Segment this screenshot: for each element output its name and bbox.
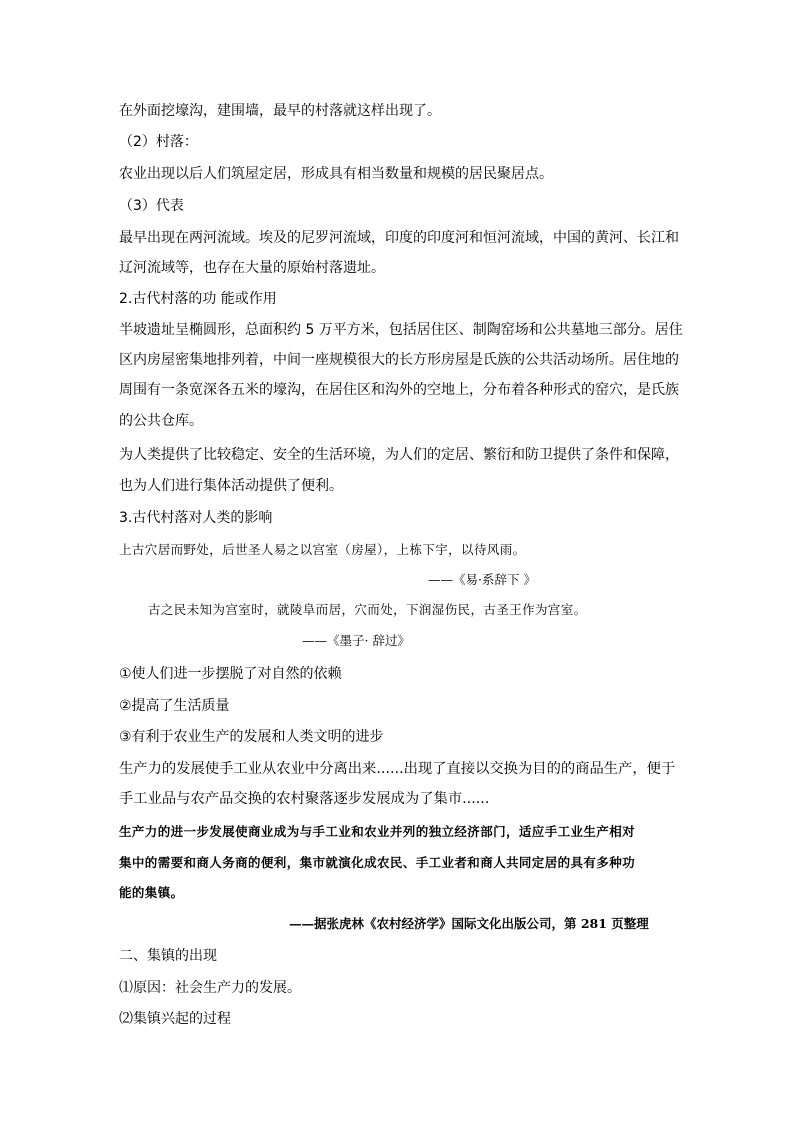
effect-item: ②提高了生活质量 [119, 698, 230, 714]
text-line: 手工业品与农产品交换的农村聚落逐步发展成为了集市...... [119, 791, 490, 807]
effect-item: ①使人们进一步摆脱了对自然的依赖 [119, 666, 342, 682]
text-line: 生产力的进一步发展使商业成为与手工业和农业并列的独立经济部门，适应手工业生产相对 [119, 824, 636, 839]
text-line: 集中的需要和商人务商的便利，集市就演化成农民、手工业者和商人共同定居的具有多种功 [119, 855, 636, 870]
text-line: 周围有一条宽深各五米的壕沟，在居住区和沟外的空地上，分布着各种形式的窑穴，是氏族 [119, 382, 679, 398]
section-heading: 二、集镇的出现 [119, 948, 217, 964]
text-line: 农业出现以后人们筑屋定居，形成具有相当数量和规模的居民聚居点。 [119, 166, 553, 182]
para-source: ——据张虎林《农村经济学》国际文化出版公司，第 281 页整理 [289, 916, 649, 931]
quote-yi-source: ——《易·系辞下 》 [428, 572, 536, 587]
effect-item: ③有利于农业生产的发展和人类文明的进步 [119, 729, 384, 745]
text-line: 的公共仓库。 [119, 413, 203, 429]
text-line: 最早出现在两河流域。埃及的尼罗河流域，印度的印度河和恒河流域，中国的黄河、长江和 [119, 230, 679, 246]
text-line: 生产力的发展使手工业从农业中分离出来......出现了直接以交换为目的的商品生产，便于 [119, 761, 676, 777]
text-line: 区内房屋密集地排列着，中间一座规模很大的长方形房屋是氏族的公共活动场所。居住地的 [119, 352, 679, 368]
text-line: 辽河流域等，也存在大量的原始村落遗址。 [119, 260, 385, 276]
text-line: 在外面挖壕沟，建围墙，最早的村落就这样出现了。 [119, 103, 441, 119]
subheading-representative: （3）代表 [119, 198, 184, 214]
text-line: 半坡遗址呈椭圆形，总面积约 5 万平方米，包括居住区、制陶窑场和公共墓地三部分。居住 [119, 322, 683, 338]
section-heading: 2.古代村落的功 能或作用 [119, 291, 277, 307]
text-line: ⑴原因：社会生产力的发展。 [119, 980, 301, 996]
quote-mozi: 古之民未知为宫室时，就陵阜而居，穴而处，下润湿伤民，古圣王作为宫室。 [148, 602, 587, 617]
text-line: ⑵集镇兴起的过程 [119, 1011, 231, 1027]
section-heading: 3.古代村落对人类的影响 [119, 510, 273, 526]
quote-yi: 上古穴居而野处，后世圣人易之以宫室（房屋），上栋下宇，以待风雨。 [119, 542, 526, 557]
text-line: 为人类提供了比较稳定、安全的生活环境，为人们的定居、繁衍和防卫提供了条件和保障， [119, 447, 679, 463]
text-line: 也为人们进行集体活动提供了便利。 [119, 478, 343, 494]
text-line: 能的集镇。 [119, 885, 184, 900]
subheading-village: （2）村落： [119, 134, 198, 150]
quote-mozi-source: ——《墨子· 辞过》 [302, 633, 410, 648]
